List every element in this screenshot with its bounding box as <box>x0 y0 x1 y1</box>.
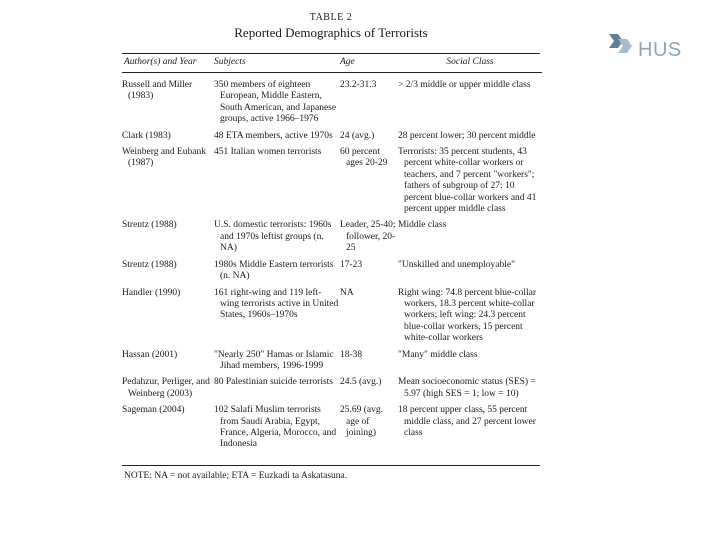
header-age: Age <box>340 57 355 67</box>
cell-age: 17-23 <box>340 259 363 270</box>
cell-social-class: "Many" middle class <box>398 349 478 360</box>
cell-age: 23.2-31.3 <box>340 80 377 90</box>
cell-subjects: 451 Italian women terrorists <box>214 147 322 158</box>
cell-author: Weinberg and Eubank (1987) <box>122 147 207 169</box>
cell-age: 24 (avg.) <box>340 130 375 141</box>
cell-subjects: U.S. domestic terrorists: 1960s and 1970s leftist groups (n. NA) <box>214 220 332 254</box>
table-row <box>122 372 542 400</box>
cell-social-class: Right wing: 74.8 percent blue-collar workers, 18.3 percent white-collar workers; left wing: 24.3 percent blue-collar workers, 15 percent white-collar workers <box>398 287 536 344</box>
table-row <box>122 345 542 373</box>
table-header-row <box>122 54 542 72</box>
cell-social-class: Mean socioeconomic status (SES) = 5.97 (high SES = 1; low = 10) <box>398 377 536 399</box>
table-row <box>122 142 542 215</box>
cell-age: 18-38 <box>340 349 363 360</box>
table-body <box>122 73 542 465</box>
header-subjects: Subjects <box>214 57 246 67</box>
hus-logo <box>606 27 682 61</box>
demographics-table-figure <box>122 12 540 482</box>
cell-author: Handler (1990) <box>122 287 181 298</box>
cell-subjects: 80 Palestinian suicide terrorists <box>214 377 333 388</box>
table-row <box>122 215 542 254</box>
hus-logo-mark-icon <box>606 30 634 58</box>
cell-age: 25.69 (avg. age of joining) <box>340 405 384 438</box>
cell-social-class: Terrorists: 35 percent students, 43 percent white-collar workers or teachers, and 7 percent "workers"; fathers of subgroup of 27: 10 percent blue-collar workers and 41 percent upper middle class <box>398 147 537 215</box>
cell-social-class: > 2/3 middle or upper middle class <box>398 80 531 90</box>
cell-social-class: 18 percent upper class, 55 percent middle class, and 27 percent lower class <box>398 405 536 438</box>
cell-subjects: 1980s Middle Eastern terrorists (n. NA) <box>214 259 334 282</box>
demographics-table <box>122 54 542 465</box>
table-row <box>122 283 542 345</box>
table-caption: TABLE 2 <box>309 12 353 23</box>
cell-social-class: Middle class <box>398 220 447 231</box>
cell-subjects: 161 right-wing and 119 left-wing terrorists active in United States, 1960s–1970s <box>214 287 339 321</box>
cell-age: NA <box>340 287 354 298</box>
cell-author: Pedahzur, Perliger, and Weinberg (2003) <box>122 377 210 399</box>
cell-author: Hassan (2001) <box>122 349 178 360</box>
cell-author: Sageman (2004) <box>122 405 185 416</box>
hus-logo-text: HUS <box>638 38 682 61</box>
header-social-class: Social Class <box>446 57 494 67</box>
table-title: Reported Demographics of Terrorists <box>234 25 428 40</box>
table-row <box>122 73 542 126</box>
table-row <box>122 400 542 465</box>
cell-subjects: 102 Salafi Muslim terrorists from Saudi Arabia, Egypt, France, Algeria, Morocco, and Indonesia <box>214 405 337 450</box>
cell-author: Strentz (1988) <box>122 259 177 270</box>
cell-age: Leader, 25-40; follower, 20-25 <box>340 220 396 254</box>
cell-author: Strentz (1988) <box>122 220 177 231</box>
cell-author: Russell and Miller (1983) <box>122 80 193 102</box>
cell-age: 60 percent ages 20-29 <box>340 147 388 169</box>
cell-author: Clark (1983) <box>122 130 171 141</box>
header-author: Author(s) and Year <box>124 57 197 67</box>
cell-age: 24.5 (avg.) <box>340 377 382 388</box>
cell-subjects: 350 members of eighteen European, Middle Eastern, South American, and Japanese groups, active 1966–1976 <box>214 80 337 125</box>
cell-subjects: 48 ETA members, active 1970s <box>214 130 333 141</box>
table-row <box>122 126 542 142</box>
table-note: NOTE: NA = not available; ETA = Euzkadi ta Askatasuna. <box>124 470 348 481</box>
cell-social-class: 28 percent lower; 30 percent middle <box>398 130 536 141</box>
cell-social-class: "Unskilled and unemployable" <box>398 259 515 270</box>
cell-subjects: "Nearly 250" Hamas or Islamic Jihad members, 1996-1999 <box>214 349 334 371</box>
table-row <box>122 255 542 283</box>
